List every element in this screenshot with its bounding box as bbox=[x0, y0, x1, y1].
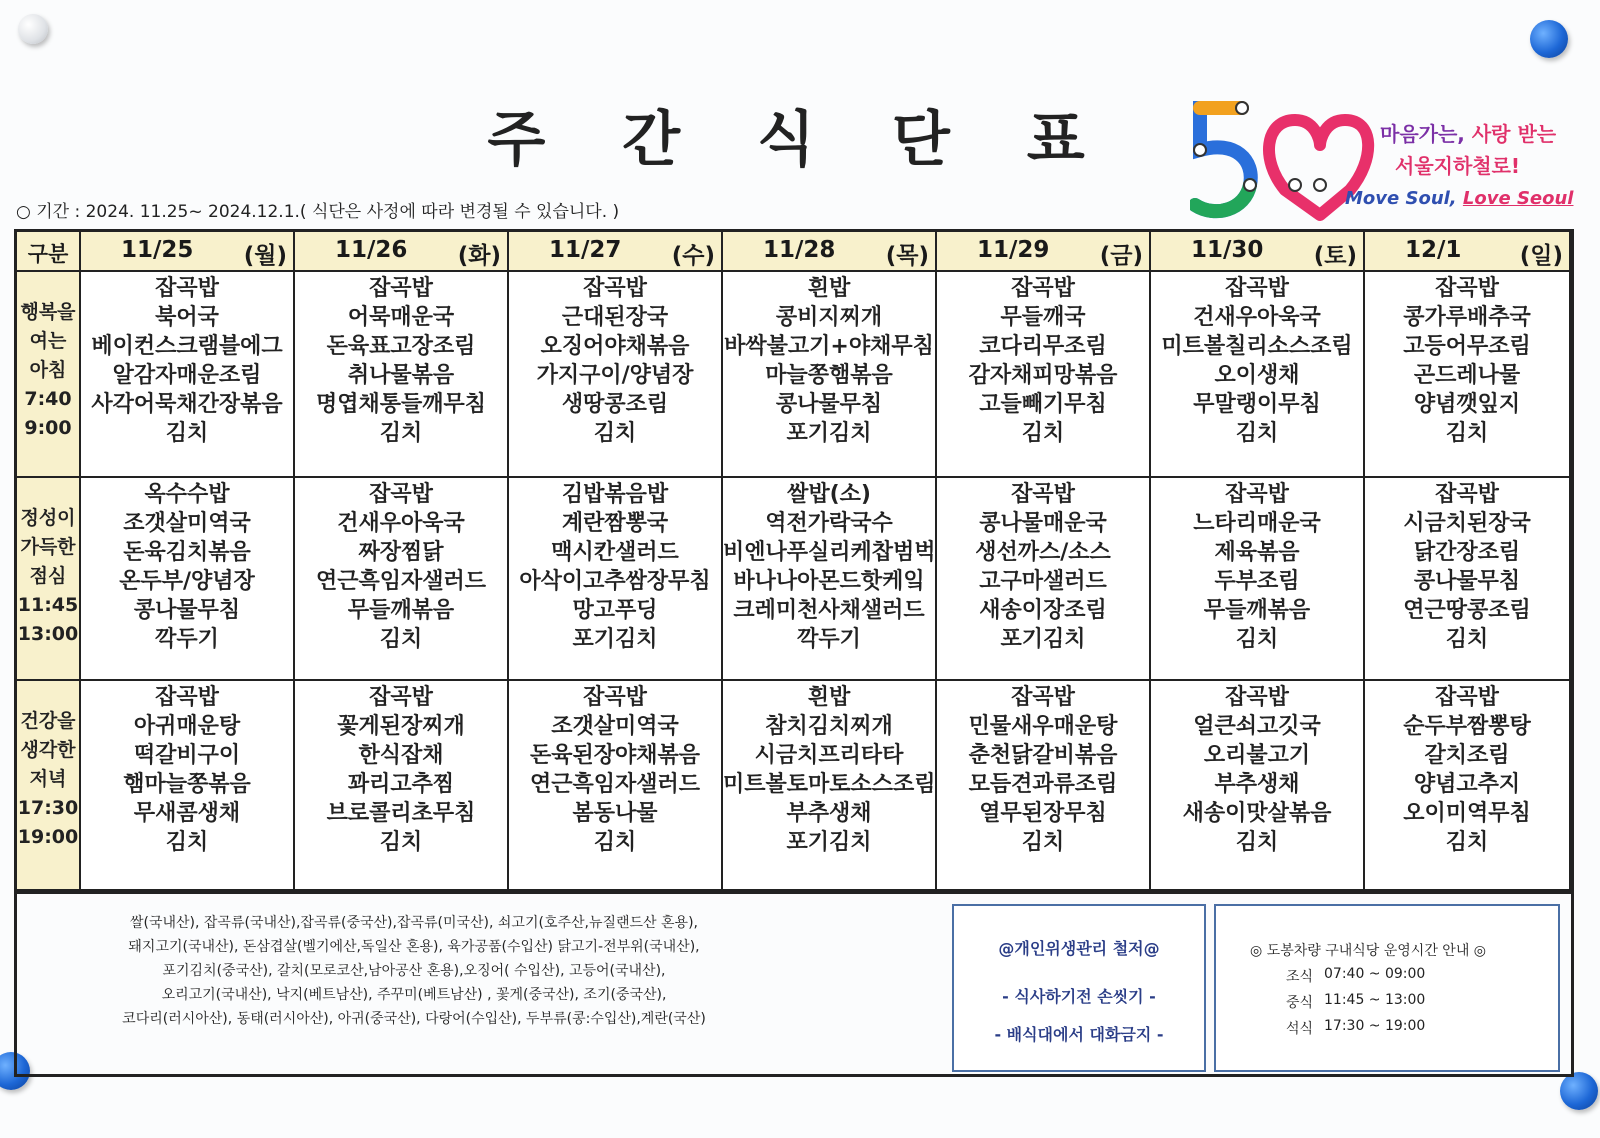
meal-label-line: 9:00 bbox=[24, 417, 72, 439]
origin-line: 오리고기(국내산), 낙지(베트남산), 주꾸미(베트남산) , 꽃게(중국산), 조기(중국산), bbox=[161, 987, 667, 1003]
menu-item: 오리불고기 bbox=[1203, 743, 1311, 768]
menu-cell bbox=[1365, 681, 1571, 891]
day-date: 11/28 bbox=[763, 237, 836, 263]
menu-item: 흰밥 bbox=[807, 685, 851, 710]
menu-item: 김치 bbox=[379, 421, 423, 446]
day-date: 12/1 bbox=[1405, 237, 1462, 263]
menu-item: 김치 bbox=[1445, 421, 1489, 446]
menu-item: 잡곡밥 bbox=[1011, 276, 1075, 301]
day-header bbox=[1151, 232, 1365, 272]
table-corner bbox=[17, 232, 81, 272]
day-weekday: (토) bbox=[1313, 243, 1357, 269]
menu-cell bbox=[81, 681, 295, 891]
menu-item: 맥시칸샐러드 bbox=[551, 540, 679, 565]
menu-item: 고등어무조림 bbox=[1403, 334, 1531, 359]
menu-item: 꽃게된장찌개 bbox=[337, 714, 465, 739]
menu-cell bbox=[1365, 272, 1571, 478]
day-header bbox=[937, 232, 1151, 272]
day-weekday: (수) bbox=[671, 243, 715, 269]
menu-item: 부추생채 bbox=[786, 801, 872, 826]
menu-item: 미트볼토마토소스조림 bbox=[723, 772, 936, 797]
menu-item: 무들깨볶음 bbox=[1203, 598, 1311, 623]
menu-item: 콩나물매운국 bbox=[979, 511, 1107, 536]
menu-item: 시금치프리타타 bbox=[754, 743, 904, 768]
menu-item: 오이미역무침 bbox=[1403, 801, 1531, 826]
meal-label-line: 19:00 bbox=[17, 826, 79, 848]
menu-item: 바싹불고기+야채무침 bbox=[724, 334, 934, 359]
menu-item: 조갯살미역국 bbox=[123, 511, 251, 536]
menu-cell bbox=[1151, 478, 1365, 681]
menu-item: 가지구이/양념장 bbox=[536, 363, 694, 388]
menu-cell bbox=[1151, 681, 1365, 891]
menu-item: 명엽채통들깨무침 bbox=[315, 392, 487, 417]
menu-item: 오징어야채볶음 bbox=[540, 334, 690, 359]
day-date: 11/25 bbox=[121, 237, 194, 263]
menu-item: 고들빼기무침 bbox=[979, 392, 1107, 417]
menu-item: 김치 bbox=[1021, 830, 1065, 855]
menu-item: 생선까스/소스 bbox=[975, 540, 1111, 565]
meal-label bbox=[17, 272, 81, 478]
meal-label-line: 점심 bbox=[29, 565, 67, 587]
menu-item: 깍두기 bbox=[155, 627, 219, 652]
menu-item: 햄마늘쫑볶음 bbox=[123, 772, 251, 797]
origin-line: 포기김치(중국산), 갈치(모로코산,남아공산 혼용),오징어( 수입산), 고등어(국내산), bbox=[162, 963, 666, 979]
menu-item: 계란짬뽕국 bbox=[561, 511, 669, 536]
menu-cell bbox=[295, 478, 509, 681]
menu-item: 포기김치 bbox=[572, 627, 658, 652]
period-note: ○ 기간 : 2024. 11.25~ 2024.12.1.( 식단은 사정에 따라 변경될 수 있습니다. ) bbox=[16, 202, 620, 222]
day-date: 11/29 bbox=[977, 237, 1050, 263]
day-header bbox=[509, 232, 723, 272]
hygiene-title: @개인위생관리 철저@ bbox=[998, 939, 1160, 958]
menu-item: 김치 bbox=[1235, 627, 1279, 652]
origin-line: 쌀(국내산), 잡곡류(국내산),잡곡류(중국산),잡곡류(미국산), 쇠고기(호주산,뉴질랜드산 혼용), bbox=[129, 915, 698, 931]
menu-item: 무말랭이무침 bbox=[1193, 392, 1321, 417]
menu-item: 고구마샐러드 bbox=[979, 569, 1107, 594]
menu-item: 잡곡밥 bbox=[1435, 276, 1499, 301]
meal-label-line: 17:30 bbox=[17, 797, 79, 819]
hours-time: 11:45 ~ 13:00 bbox=[1324, 992, 1426, 1008]
meal-label-line: 생각한 bbox=[20, 739, 76, 761]
menu-item: 짜장찜닭 bbox=[358, 540, 444, 565]
hours-time: 07:40 ~ 09:00 bbox=[1324, 966, 1426, 982]
menu-item: 갈치조림 bbox=[1424, 743, 1510, 768]
menu-item: 열무된장무침 bbox=[979, 801, 1107, 826]
menu-item: 양념고추지 bbox=[1413, 772, 1521, 797]
menu-item: 잡곡밥 bbox=[1225, 276, 1289, 301]
menu-item: 김치 bbox=[379, 830, 423, 855]
menu-item: 연근땅콩조림 bbox=[1403, 598, 1531, 623]
menu-item: 김치 bbox=[165, 421, 209, 446]
day-header bbox=[723, 232, 937, 272]
day-header bbox=[295, 232, 509, 272]
menu-item: 건새우아욱국 bbox=[337, 511, 465, 536]
menu-item: 베이컨스크램블에그 bbox=[91, 334, 283, 359]
menu-item: 느타리매운국 bbox=[1193, 511, 1321, 536]
meal-label-line: 가득한 bbox=[20, 536, 76, 558]
meal-label-line: 정성이 bbox=[20, 507, 76, 529]
day-weekday: (금) bbox=[1099, 243, 1143, 269]
menu-item: 콩가루배추국 bbox=[1403, 305, 1531, 330]
menu-item: 바나나아몬드핫케잌 bbox=[733, 569, 925, 594]
origin-line: 코다리(러시아산), 동태(러시아산), 아귀(중국산), 다랑어(수입산), 두부류(콩:수입산),계란(국산) bbox=[122, 1011, 706, 1027]
menu-item: 오이생채 bbox=[1214, 363, 1300, 388]
menu-item: 한식잡채 bbox=[358, 743, 444, 768]
menu-item: 제육볶음 bbox=[1214, 540, 1300, 565]
menu-cell bbox=[937, 272, 1151, 478]
menu-item: 떡갈비구이 bbox=[133, 743, 241, 768]
menu-item: 순두부짬뽕탕 bbox=[1403, 714, 1531, 739]
pushpin-icon bbox=[1560, 1072, 1598, 1110]
menu-item: 북어국 bbox=[155, 305, 219, 330]
menu-item: 쌀밥(소) bbox=[787, 482, 871, 507]
meal-label bbox=[17, 478, 81, 681]
menu-item: 잡곡밥 bbox=[369, 685, 433, 710]
day-weekday: (목) bbox=[885, 243, 929, 269]
logo-slogan-english: Move Soul, Love Seoul bbox=[1345, 188, 1574, 209]
menu-item: 모듬견과류조림 bbox=[968, 772, 1118, 797]
menu-item: 아귀매운탕 bbox=[133, 714, 241, 739]
menu-item: 김치 bbox=[1445, 627, 1489, 652]
menu-item: 연근흑임자샐러드 bbox=[315, 569, 487, 594]
hours-label: 중식 bbox=[1286, 995, 1314, 1011]
menu-cell bbox=[295, 681, 509, 891]
menu-item: 무새콤생채 bbox=[133, 801, 241, 826]
cafeteria-hours-box bbox=[1214, 904, 1560, 1072]
menu-item: 사각어묵채간장볶음 bbox=[91, 392, 283, 417]
menu-item: 봄동나물 bbox=[572, 801, 658, 826]
hygiene-line: - 식사하기전 손씻기 - bbox=[1002, 987, 1156, 1006]
menu-item: 닭간장조림 bbox=[1413, 540, 1521, 565]
menu-item: 김치 bbox=[1445, 830, 1489, 855]
menu-item: 김치 bbox=[1235, 421, 1279, 446]
page-title: 주 간 식 단 표 bbox=[487, 105, 1113, 175]
menu-cell bbox=[1151, 272, 1365, 478]
menu-item: 잡곡밥 bbox=[583, 276, 647, 301]
frame-line bbox=[1571, 894, 1574, 1076]
menu-item: 아삭이고추쌈장무침 bbox=[519, 569, 711, 594]
menu-item: 흰밥 bbox=[807, 276, 851, 301]
menu-item: 미트볼칠리소스조림 bbox=[1161, 334, 1353, 359]
menu-item: 무들깨국 bbox=[1000, 305, 1086, 330]
menu-item: 새송이맛살볶음 bbox=[1182, 801, 1332, 826]
meal-label-line: 11:45 bbox=[17, 594, 79, 616]
pushpin-icon bbox=[1530, 20, 1568, 58]
menu-item: 김치 bbox=[1021, 421, 1065, 446]
menu-item: 잡곡밥 bbox=[1011, 482, 1075, 507]
menu-item: 역전가락국수 bbox=[765, 511, 893, 536]
meal-label bbox=[17, 681, 81, 891]
menu-cell bbox=[937, 478, 1151, 681]
menu-cell bbox=[723, 272, 937, 478]
menu-item: 잡곡밥 bbox=[1011, 685, 1075, 710]
menu-cell bbox=[509, 272, 723, 478]
menu-item: 알감자매운조림 bbox=[112, 363, 262, 388]
menu-item: 콩나물무침 bbox=[1413, 569, 1521, 594]
day-header bbox=[81, 232, 295, 272]
menu-item: 취나물볶음 bbox=[347, 363, 455, 388]
menu-cell bbox=[295, 272, 509, 478]
menu-item: 잡곡밥 bbox=[369, 276, 433, 301]
logo-slogan-line2: 서울지하철로! bbox=[1395, 154, 1521, 178]
menu-item: 새송이장조림 bbox=[979, 598, 1107, 623]
menu-item: 근대된장국 bbox=[561, 305, 669, 330]
meal-label-line: 여는 bbox=[29, 330, 67, 352]
hygiene-notice-box bbox=[952, 904, 1206, 1072]
menu-item: 돈육표고장조림 bbox=[326, 334, 476, 359]
day-date: 11/30 bbox=[1191, 237, 1264, 263]
menu-item: 깍두기 bbox=[797, 627, 861, 652]
origin-line: 돼지고기(국내산), 돈삼겹살(벨기에산,독일산 혼용), 육가공품(수입산) 닭고기-전부위(국내산), bbox=[128, 939, 700, 955]
day-weekday: (월) bbox=[243, 243, 287, 269]
hygiene-line: - 배식대에서 대화금지 - bbox=[994, 1025, 1164, 1044]
day-weekday: (화) bbox=[457, 243, 501, 269]
menu-item: 잡곡밥 bbox=[1225, 482, 1289, 507]
menu-cell bbox=[937, 681, 1151, 891]
meal-label-line: 행복을 bbox=[20, 301, 76, 323]
menu-item: 곤드레나물 bbox=[1413, 363, 1521, 388]
day-weekday: (일) bbox=[1519, 243, 1563, 269]
menu-item: 조갯살미역국 bbox=[551, 714, 679, 739]
menu-item: 잡곡밥 bbox=[1435, 482, 1499, 507]
menu-item: 잡곡밥 bbox=[155, 685, 219, 710]
menu-item: 포기김치 bbox=[786, 421, 872, 446]
meal-label-line: 7:40 bbox=[24, 388, 72, 410]
day-date: 11/27 bbox=[549, 237, 622, 263]
menu-cell bbox=[509, 681, 723, 891]
menu-item: 생땅콩조림 bbox=[561, 392, 669, 417]
menu-item: 김치 bbox=[593, 421, 637, 446]
hours-label: 조식 bbox=[1286, 969, 1314, 985]
menu-item: 김치 bbox=[1235, 830, 1279, 855]
meal-label-line: 건강을 bbox=[20, 710, 76, 732]
menu-item: 꽈리고추찜 bbox=[347, 772, 455, 797]
logo-slogan-line1: 마음가는, 사랑 받는 bbox=[1380, 122, 1557, 146]
ingredient-origin-info bbox=[14, 894, 950, 1054]
menu-item: 잡곡밥 bbox=[1225, 685, 1289, 710]
day-header bbox=[1365, 232, 1571, 272]
menu-cell bbox=[723, 681, 937, 891]
menu-item: 비엔나푸실리케찹범벅 bbox=[723, 540, 936, 565]
menu-item: 건새우아욱국 bbox=[1193, 305, 1321, 330]
menu-item: 부추생채 bbox=[1214, 772, 1300, 797]
menu-cell bbox=[81, 272, 295, 478]
menu-cell bbox=[81, 478, 295, 681]
frame-line bbox=[14, 1074, 1574, 1077]
menu-item: 돈육김치볶음 bbox=[123, 540, 251, 565]
hours-time: 17:30 ~ 19:00 bbox=[1324, 1018, 1426, 1034]
menu-item: 양념깻잎지 bbox=[1413, 392, 1521, 417]
menu-item: 온두부/양념장 bbox=[119, 569, 255, 594]
day-date: 11/26 bbox=[335, 237, 408, 263]
menu-item: 크레미천사채샐러드 bbox=[733, 598, 925, 623]
meal-label-line: 저녁 bbox=[29, 768, 67, 790]
weekly-menu-table bbox=[14, 229, 1574, 894]
pushpin-icon bbox=[18, 14, 48, 44]
hours-title: ◎ 도봉차량 구내식당 운영시간 안내 ◎ bbox=[1250, 943, 1487, 959]
meal-label-line: 아침 bbox=[29, 359, 67, 381]
menu-item: 춘천닭갈비볶음 bbox=[968, 743, 1118, 768]
menu-item: 연근흑임자샐러드 bbox=[529, 772, 701, 797]
menu-item: 코다리무조림 bbox=[979, 334, 1107, 359]
menu-item: 콩나물무침 bbox=[775, 392, 883, 417]
meal-label-line: 13:00 bbox=[17, 623, 79, 645]
menu-item: 김치 bbox=[379, 627, 423, 652]
menu-cell bbox=[723, 478, 937, 681]
menu-item: 콩비지찌개 bbox=[775, 305, 883, 330]
menu-item: 김치 bbox=[165, 830, 209, 855]
menu-item: 어묵매운국 bbox=[347, 305, 455, 330]
menu-item: 무들깨볶음 bbox=[347, 598, 455, 623]
menu-item: 포기김치 bbox=[786, 830, 872, 855]
menu-item: 잡곡밥 bbox=[583, 685, 647, 710]
menu-item: 브로콜리초무침 bbox=[326, 801, 476, 826]
menu-cell bbox=[1365, 478, 1571, 681]
menu-item: 마늘쫑햄볶음 bbox=[765, 363, 893, 388]
menu-item: 감자채피망볶음 bbox=[968, 363, 1118, 388]
menu-item: 돈육된장야채볶음 bbox=[529, 743, 701, 768]
menu-item: 잡곡밥 bbox=[1435, 685, 1499, 710]
menu-item: 김밥볶음밥 bbox=[561, 482, 669, 507]
menu-item: 옥수수밥 bbox=[144, 482, 230, 507]
menu-item: 망고푸딩 bbox=[572, 598, 658, 623]
menu-item: 김치 bbox=[593, 830, 637, 855]
menu-item: 참치김치찌개 bbox=[765, 714, 893, 739]
menu-item: 얼큰쇠고깃국 bbox=[1193, 714, 1321, 739]
menu-item: 잡곡밥 bbox=[369, 482, 433, 507]
menu-item: 시금치된장국 bbox=[1403, 511, 1531, 536]
menu-item: 포기김치 bbox=[1000, 627, 1086, 652]
menu-item: 잡곡밥 bbox=[155, 276, 219, 301]
menu-cell bbox=[509, 478, 723, 681]
menu-item: 민물새우매운탕 bbox=[968, 714, 1118, 739]
hours-label: 석식 bbox=[1286, 1021, 1314, 1037]
menu-item: 콩나물무침 bbox=[133, 598, 241, 623]
corner-label: 구분 bbox=[27, 242, 69, 266]
menu-item: 두부조림 bbox=[1214, 569, 1300, 594]
